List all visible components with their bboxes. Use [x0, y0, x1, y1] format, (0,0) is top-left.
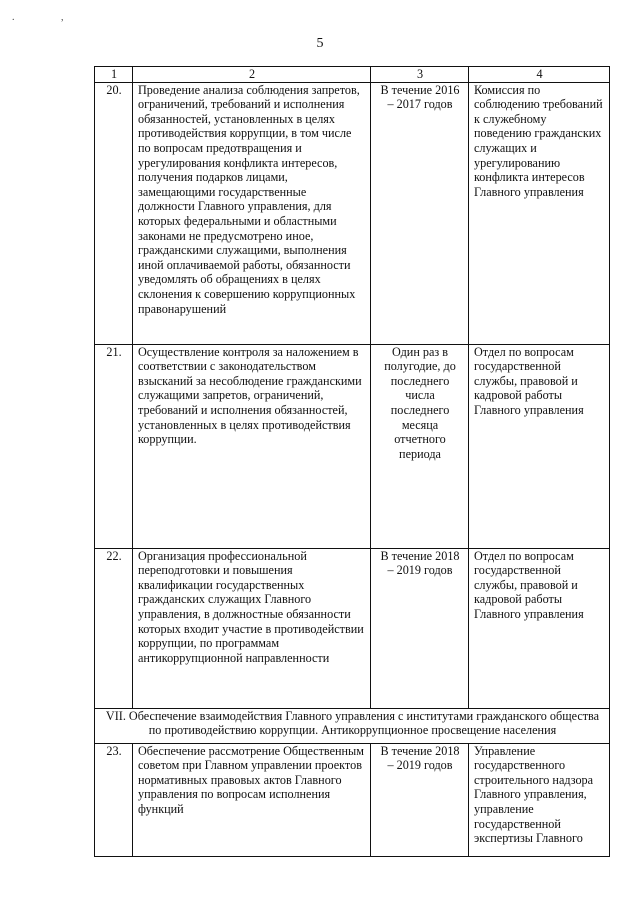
row-term: Один раз в полугодие, до последнего числа последнего месяца отчетного периода [371, 344, 469, 548]
row-action: Проведение анализа соблюдения запретов, ограничений, требований и исполнения обязанностей, установленных в целях противодействия коррупции, в том числе по вопросам предотвращения и урегулирования конфликта интересов, получения подарков лицами, замещающими государственные должности Главного управления, для которых федеральными и областными законами не предусмотрено иное, гражданскими служащими, выполнения иной оплачиваемой работы, обязанности уведомлять об обращениях в целях склонения к совершению коррупционных правонарушений [133, 82, 371, 344]
row-responsible: Комиссия по соблюдению требований к служебному поведению гражданских служащих и урегулированию конфликта интересов Главного управления [469, 82, 610, 344]
row-number: 20. [95, 82, 133, 344]
column-header-3: 3 [371, 67, 469, 83]
row-responsible: Отдел по вопросам государственной службы, правовой и кадровой работы Главного управления [469, 548, 610, 708]
table-header-row [95, 67, 610, 83]
page-number: 5 [316, 36, 324, 51]
row-number: 21. [95, 344, 133, 548]
row-responsible: Управление государственного строительного надзора Главного управления, управление государственной экспертизы Главного [469, 743, 610, 856]
row-responsible: Отдел по вопросам государственной службы, правовой и кадровой работы Главного управления [469, 344, 610, 548]
row-number: 23. [95, 743, 133, 856]
table-row [95, 344, 610, 548]
section-heading-row [95, 708, 610, 743]
row-term: В течение 2018 – 2019 годов [371, 548, 469, 708]
column-header-4: 4 [469, 67, 610, 83]
table-row [95, 82, 610, 344]
table-row [95, 548, 610, 708]
table-row [95, 743, 610, 856]
row-action: Обеспечение рассмотрение Общественным советом при Главном управлении проектов нормативных правовых актов Главного управления по вопросам исполнения функций [133, 743, 371, 856]
row-action: Организация профессиональной переподготовки и повышения квалификации государственных гражданских служащих Главного управления, в должностные обязанности которых входит участие в противодействии коррупции, по программам антикоррупционной направленности [133, 548, 371, 708]
row-action: Осуществление контроля за наложением в соответствии с законодательством взысканий за несоблюдение гражданскими служащими запретов, ограничений, требований и исполнения обязанностей, установленных в целях противодействия коррупции. [133, 344, 371, 548]
row-term: В течение 2018 – 2019 годов [371, 743, 469, 856]
measures-table [94, 66, 610, 857]
row-term: В течение 2016 – 2017 годов [371, 82, 469, 344]
column-header-1: 1 [95, 67, 133, 83]
row-number: 22. [95, 548, 133, 708]
section-heading: VII. Обеспечение взаимодействия Главного управления с институтами гражданского общества по противодействию коррупции. Антикоррупционное просвещение населения [95, 708, 610, 743]
column-header-2: 2 [133, 67, 371, 83]
scan-specks: . , [12, 12, 86, 23]
